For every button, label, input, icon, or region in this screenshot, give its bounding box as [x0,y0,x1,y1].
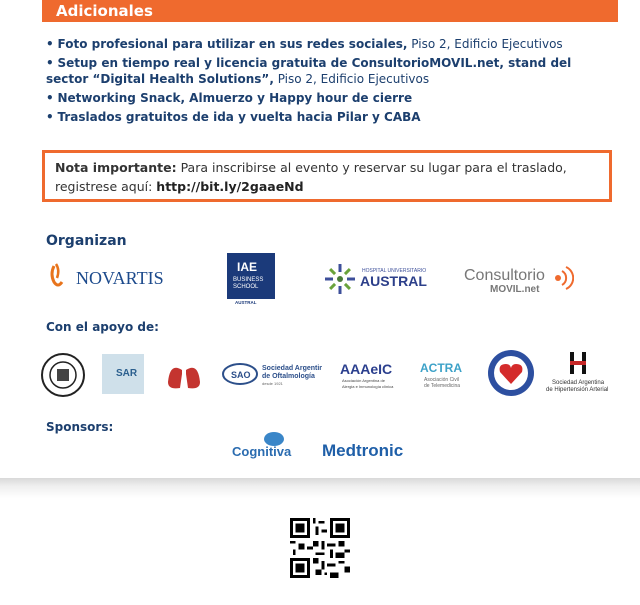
svg-text:Consultorio: Consultorio [464,267,545,284]
actra-logo [416,356,476,396]
medtronic-logo [320,438,416,462]
qr-code[interactable] [290,518,350,578]
page-divider [0,478,640,498]
section-title: Adicionales [56,2,153,20]
list-item: • Traslados gratuitos de ida y vuelta hacia Pilar y CABA [46,110,421,124]
cardiology-seal-logo [486,348,536,398]
svg-text:Asociación Argentina de: Asociación Argentina de [342,378,385,383]
svg-text:de Telemedicina: de Telemedicina [424,383,461,389]
svg-text:SAO: SAO [231,370,251,380]
cognitiva-logo [230,430,300,462]
svg-text:Sociedad Argentina: Sociedad Argentina [552,380,605,386]
list-item: • Foto profesional para utilizar en sus redes sociales, Piso 2, Edificio Ejecutivos [46,37,563,51]
svg-text:HOSPITAL UNIVERSITARIO: HOSPITAL UNIVERSITARIO [362,268,427,274]
svg-text:AAAeIC: AAAeIC [340,361,393,377]
svg-text:AUSTRAL: AUSTRAL [235,300,257,305]
important-note: Nota importante: Para inscribirse al evento y reservar su lugar para el traslado, registrese aquí: http://bit.ly/2gaaeNd [42,150,612,202]
organizers-heading: Organizan [46,233,127,249]
sao-logo [222,358,322,390]
iae-logo [227,253,277,305]
svg-text:Medtronic: Medtronic [322,441,404,460]
svg-text:IAE: IAE [237,260,258,274]
support-heading: Con el apoyo de: [46,320,159,334]
svg-text:Asociación Civil: Asociación Civil [424,377,460,383]
svg-text:Alergia e Inmunología clínica: Alergia e Inmunología clínica [342,384,394,389]
section-header [42,0,618,22]
list-item: • Networking Snack, Almuerzo y Happy hour de cierre [46,91,413,105]
lungs-logo [162,352,206,398]
consultorio-movil-logo [462,262,574,298]
svg-text:Sociedad Argentina: Sociedad Argentina [262,365,322,372]
svg-text:SCHOOL: SCHOOL [233,284,259,290]
aaaeic-logo [336,358,406,392]
svg-text:ACTRA: ACTRA [420,361,462,375]
svg-text:desde 1921: desde 1921 [262,381,283,386]
list-item: • Setup en tiempo real y licencia gratuita de ConsultorioMOVIL.net, stand del sector “Digital Health Solutions”, Piso 2, Edificio Ejecutivos [46,56,572,86]
benefits-list [46,36,606,128]
sah-logo [542,350,622,396]
novartis-logo [46,262,186,292]
svg-text:AUSTRAL: AUSTRAL [360,273,427,289]
svg-text:Cognitiva: Cognitiva [232,444,292,459]
svg-text:SAR: SAR [116,368,138,379]
registration-link[interactable]: http://bit.ly/2gaaeNd [156,179,304,194]
svg-text:MOVIL.net: MOVIL.net [490,284,540,295]
svg-text:BUSINESS: BUSINESS [233,277,264,283]
society-seal-logo [40,352,86,398]
sponsors-heading: Sponsors: [46,420,114,434]
hospital-austral-logo [322,262,432,296]
svg-text:de Hipertensión Arterial: de Hipertensión Arterial [546,387,609,393]
sar-logo [102,354,144,394]
svg-text:de Oftalmología: de Oftalmología [262,373,315,380]
novartis-text: NOVARTIS [76,268,164,288]
